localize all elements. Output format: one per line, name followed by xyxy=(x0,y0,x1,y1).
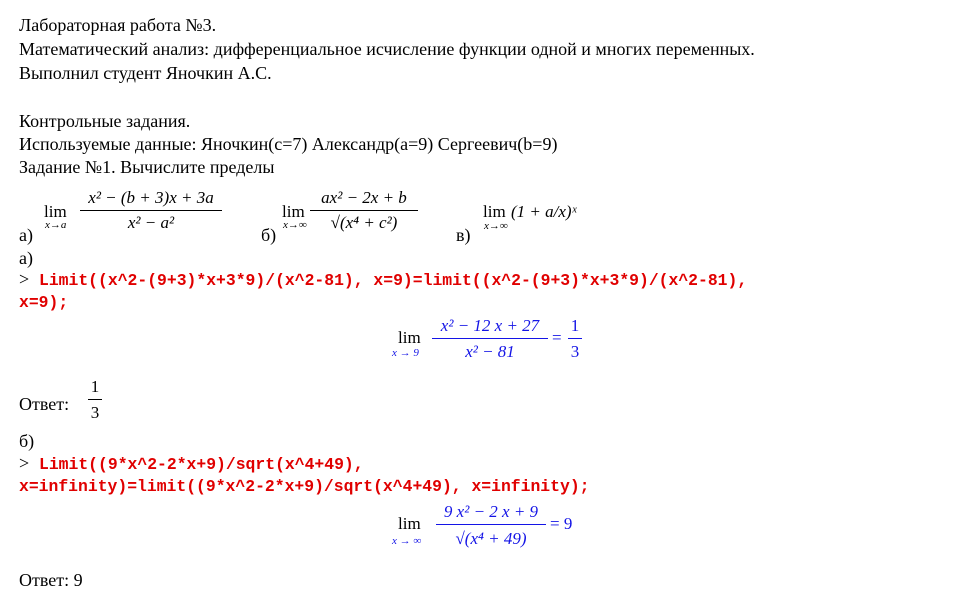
task-label-b: б) xyxy=(261,225,277,245)
part-b-output xyxy=(392,500,592,556)
part-a-fraction-bar xyxy=(432,338,548,339)
part-a-prompt: > xyxy=(19,269,30,289)
task-b-denominator: √(x⁴ + c²) xyxy=(330,213,398,232)
task-a-fraction-bar xyxy=(80,210,222,211)
part-b-command-line1[interactable]: Limit((9*x^2-2*x+9)/sqrt(x^4+49), xyxy=(39,455,364,474)
part-a-equals: = xyxy=(552,328,562,347)
task-b-numerator: ax² − 2x + b xyxy=(321,188,407,207)
task-c-expression: (1 + a/x)ˣ xyxy=(511,202,577,221)
part-a-lim-sub: x → 9 xyxy=(392,347,419,359)
lab-subject: Математический анализ: дифференциальное исчисление функции одной и многих переменных. xyxy=(19,39,755,59)
task-label-a: а) xyxy=(19,225,33,245)
part-b-numerator: 9 x² − 2 x + 9 xyxy=(443,502,539,521)
part-b-prompt: > xyxy=(19,453,30,473)
part-a-answer-den: 3 xyxy=(90,403,100,422)
part-a-result-bar xyxy=(568,338,582,339)
task-a-numerator: x² − (b + 3)x + 3a xyxy=(88,188,214,207)
part-b-command-cont[interactable] xyxy=(19,477,590,497)
part-a-answer xyxy=(86,377,106,425)
part-b-label: б) xyxy=(19,431,35,451)
part-a-command[interactable] xyxy=(19,269,747,291)
task-b-fraction-bar xyxy=(310,210,418,211)
part-a-command-line1[interactable]: Limit((x^2-(9+3)*x+3*9)/(x^2-81), x=9)=limit((x^2-(9+3)*x+3*9)/(x^2-81), xyxy=(39,271,748,290)
part-b-command-line2[interactable]: x=infinity)=limit((9*x^2-2*x+9)/sqrt(x^4+49), x=infinity); xyxy=(19,477,590,496)
task-c-lim: lim xyxy=(483,202,506,221)
task-c-formula xyxy=(483,188,593,238)
data-used: Используемые данные: Яночкин(c=7) Александр(a=9) Сергеевич(b=9) xyxy=(19,134,558,154)
task-a-denominator: x² − a² xyxy=(127,213,175,232)
part-a-answer-label: Ответ: xyxy=(19,394,70,414)
part-a-command-cont[interactable] xyxy=(19,293,68,313)
task-b-formula xyxy=(282,184,432,240)
task-b-lim: lim xyxy=(282,202,305,221)
part-b-fraction-bar xyxy=(436,524,546,525)
part-a-result-den: 3 xyxy=(570,342,580,361)
part-a-output xyxy=(392,314,592,364)
task1-title: Задание №1. Вычислите пределы xyxy=(19,157,275,177)
task-label-c: в) xyxy=(456,225,471,245)
task-b-sub: x→∞ xyxy=(283,219,307,231)
part-a-answer-bar xyxy=(88,399,102,400)
part-a-denominator: x² − 81 xyxy=(465,342,515,361)
part-b-answer: Ответ: 9 xyxy=(19,570,83,590)
task-a-lim: lim xyxy=(44,202,67,221)
part-a-result-num: 1 xyxy=(570,316,580,335)
lab-author: Выполнил студент Яночкин А.С. xyxy=(19,63,272,83)
lab-title: Лабораторная работа №3. xyxy=(19,15,217,35)
part-b-denominator: √(x⁴ + 49) xyxy=(455,529,527,548)
task-a-sub: x→a xyxy=(45,219,67,231)
part-b-lim: lim xyxy=(398,514,421,533)
part-b-lim-sub: x → ∞ xyxy=(392,535,422,547)
part-a-command-line2[interactable]: x=9); xyxy=(19,293,69,312)
part-b-command[interactable] xyxy=(19,453,364,475)
task-c-sub: x→∞ xyxy=(484,220,508,232)
part-a-answer-num: 1 xyxy=(90,377,100,396)
part-a-lim: lim xyxy=(398,328,421,347)
task-a-formula xyxy=(44,184,234,240)
control-heading: Контрольные задания. xyxy=(19,111,191,131)
part-a-numerator: x² − 12 x + 27 xyxy=(440,316,540,335)
part-a-label: а) xyxy=(19,248,33,268)
part-b-result: = 9 xyxy=(550,514,573,533)
